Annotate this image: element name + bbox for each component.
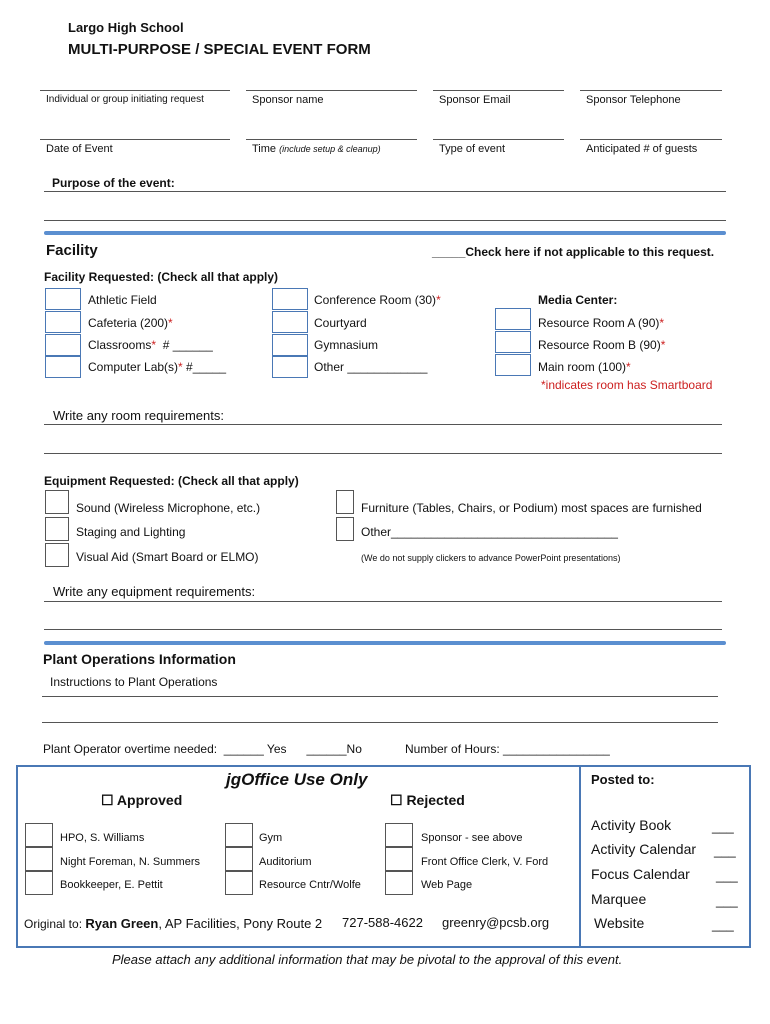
checkbox-main-room[interactable] [495, 354, 531, 376]
section-divider [44, 231, 726, 235]
option-courtyard: Courtyard [314, 316, 367, 330]
checkbox-sound[interactable] [45, 490, 69, 514]
checkbox-courtyard[interactable] [272, 311, 308, 333]
date-label: Date of Event [46, 143, 113, 155]
posted-activity-book-blank[interactable]: ___ [712, 819, 734, 834]
checkbox-other-facility[interactable] [272, 356, 308, 378]
checkbox-gym[interactable] [225, 823, 253, 847]
facility-requested-label: Facility Requested: (Check all that apply) [44, 270, 279, 284]
date-field-line[interactable] [40, 139, 230, 140]
room-requirements-line-2[interactable] [44, 453, 722, 454]
media-center-heading: Media Center: [538, 293, 618, 307]
option-visual-aid: Visual Aid (Smart Board or ELMO) [76, 550, 259, 564]
purpose-label: Purpose of the event: [52, 176, 175, 190]
smartboard-note: *indicates room has Smartboard [541, 378, 713, 392]
plant-instructions-line-1[interactable] [42, 696, 718, 697]
option-other-equipment: Other__________________________________ [361, 525, 618, 539]
type-label: Type of event [439, 143, 506, 155]
equipment-requirements-label: Write any equipment requirements: [53, 584, 256, 599]
original-to: Original to: Ryan Green, AP Facilities, Pony Route 2 [24, 916, 323, 931]
time-label: Time (include setup & cleanup) [252, 143, 381, 155]
option-other-facility: Other ____________ [314, 360, 428, 374]
sponsor-telephone-field-line[interactable] [580, 90, 722, 91]
checkbox-bookkeeper[interactable] [25, 871, 53, 895]
rejected-checkbox[interactable]: ☐ Rejected [390, 792, 465, 808]
posted-to-heading: Posted to: [591, 772, 655, 787]
checkbox-sponsor[interactable] [385, 823, 413, 847]
checkbox-computer-lab[interactable] [45, 356, 81, 378]
office-front-office-clerk: Front Office Clerk, V. Ford [421, 856, 549, 868]
option-cafeteria: Cafeteria (200)* [88, 316, 173, 330]
original-to-name: Ryan Green [85, 916, 159, 931]
hours-field[interactable]: Number of Hours: ________________ [405, 742, 610, 756]
room-requirements-label: Write any room requirements: [53, 408, 224, 423]
sponsor-telephone-label: Sponsor Telephone [586, 94, 681, 106]
contact-phone: 727-588-4622 [342, 915, 423, 930]
sponsor-name-label: Sponsor name [252, 94, 324, 106]
checkbox-visual-aid[interactable] [45, 543, 69, 567]
plant-instructions-line-2[interactable] [42, 722, 718, 723]
sponsor-name-field-line[interactable] [246, 90, 417, 91]
purpose-line-2[interactable] [44, 220, 726, 221]
checkbox-resource-room-b[interactable] [495, 331, 531, 353]
time-note: (include setup & cleanup) [279, 144, 381, 154]
posted-focus-calendar-blank[interactable]: ___ [716, 868, 738, 883]
equipment-requirements-line-1[interactable] [44, 601, 722, 602]
guests-field-line[interactable] [580, 139, 722, 140]
footer-note: Please attach any additional information that may be pivotal to the approval of this event. [112, 952, 623, 967]
checkbox-resource-cntr[interactable] [225, 871, 253, 895]
equipment-requirements-line-2[interactable] [44, 629, 722, 630]
type-field-line[interactable] [433, 139, 564, 140]
office-use-title: jgOffice Use Only [226, 770, 368, 789]
room-requirements-line-1[interactable] [44, 424, 722, 425]
plant-instructions-label: Instructions to Plant Operations [50, 675, 218, 689]
contact-email: greenry@pcsb.org [442, 915, 550, 930]
checkbox-auditorium[interactable] [225, 847, 253, 871]
time-field-line[interactable] [246, 139, 417, 140]
posted-website-blank[interactable]: ___ [712, 917, 734, 932]
checkbox-night-foreman[interactable] [25, 847, 53, 871]
checkbox-athletic-field[interactable] [45, 288, 81, 310]
plant-operations-heading: Plant Operations Information [43, 651, 236, 667]
checkbox-web-page[interactable] [385, 871, 413, 895]
office-sponsor: Sponsor - see above [421, 832, 523, 844]
approved-checkbox[interactable]: ☐ Approved [101, 792, 183, 808]
office-gym: Gym [259, 832, 283, 844]
equipment-requested-label: Equipment Requested: (Check all that apply) [44, 474, 299, 488]
checkbox-hpo[interactable] [25, 823, 53, 847]
posted-marquee: Marquee [591, 891, 647, 907]
posted-activity-calendar: Activity Calendar [591, 841, 697, 857]
office-bookkeeper: Bookkeeper, E. Pettit [60, 879, 163, 891]
option-athletic-field: Athletic Field [88, 293, 157, 307]
option-resource-room-b: Resource Room B (90)* [538, 338, 666, 352]
option-staging: Staging and Lighting [76, 525, 186, 539]
posted-activity-calendar-blank[interactable]: ___ [714, 843, 736, 858]
school-name: Largo High School [68, 20, 184, 35]
office-resource-cntr: Resource Cntr/Wolfe [259, 879, 361, 891]
clicker-note: (We do not supply clickers to advance PowerPoint presentations) [361, 553, 621, 563]
option-sound: Sound (Wireless Microphone, etc.) [76, 501, 261, 515]
posted-activity-book: Activity Book [591, 817, 672, 833]
sponsor-email-label: Sponsor Email [439, 94, 511, 106]
office-web-page: Web Page [421, 879, 473, 891]
option-gymnasium: Gymnasium [314, 338, 379, 352]
section-divider-2 [44, 641, 726, 645]
purpose-line-1[interactable] [44, 191, 726, 192]
checkbox-conference-room[interactable] [272, 288, 308, 310]
office-hpo: HPO, S. Williams [60, 832, 145, 844]
form-title: MULTI-PURPOSE / SPECIAL EVENT FORM [68, 41, 371, 58]
option-conference-room: Conference Room (30)* [314, 293, 441, 307]
checkbox-furniture[interactable] [336, 490, 354, 514]
not-applicable-check[interactable]: _____Check here if not applicable to this request. [432, 245, 715, 259]
initiator-field-line[interactable] [40, 90, 230, 91]
posted-marquee-blank[interactable]: ___ [716, 893, 738, 908]
checkbox-cafeteria[interactable] [45, 311, 81, 333]
posted-divider [579, 767, 581, 946]
checkbox-front-office[interactable] [385, 847, 413, 871]
checkbox-resource-room-a[interactable] [495, 308, 531, 330]
checkbox-classrooms[interactable] [45, 334, 81, 356]
option-classrooms: Classrooms* # ______ [88, 338, 213, 352]
sponsor-email-field-line[interactable] [433, 90, 564, 91]
office-night-foreman: Night Foreman, N. Summers [60, 856, 200, 868]
checkbox-gymnasium[interactable] [272, 334, 308, 356]
office-auditorium: Auditorium [259, 856, 312, 868]
facility-heading: Facility [46, 242, 98, 259]
option-furniture: Furniture (Tables, Chairs, or Podium) most spaces are furnished [361, 501, 702, 515]
option-resource-room-a: Resource Room A (90)* [538, 316, 665, 330]
option-computer-lab: Computer Lab(s)* #_____ [88, 360, 227, 374]
posted-website: Website [594, 915, 645, 931]
initiator-label: Individual or group initiating request [46, 94, 204, 105]
checkbox-other-equipment[interactable] [336, 517, 354, 541]
posted-focus-calendar: Focus Calendar [591, 866, 690, 882]
checkbox-staging[interactable] [45, 517, 69, 541]
guests-label: Anticipated # of guests [586, 143, 698, 155]
option-main-room: Main room (100)* [538, 360, 631, 374]
overtime-field[interactable]: Plant Operator overtime needed: ______ Yes ______No [43, 742, 362, 756]
